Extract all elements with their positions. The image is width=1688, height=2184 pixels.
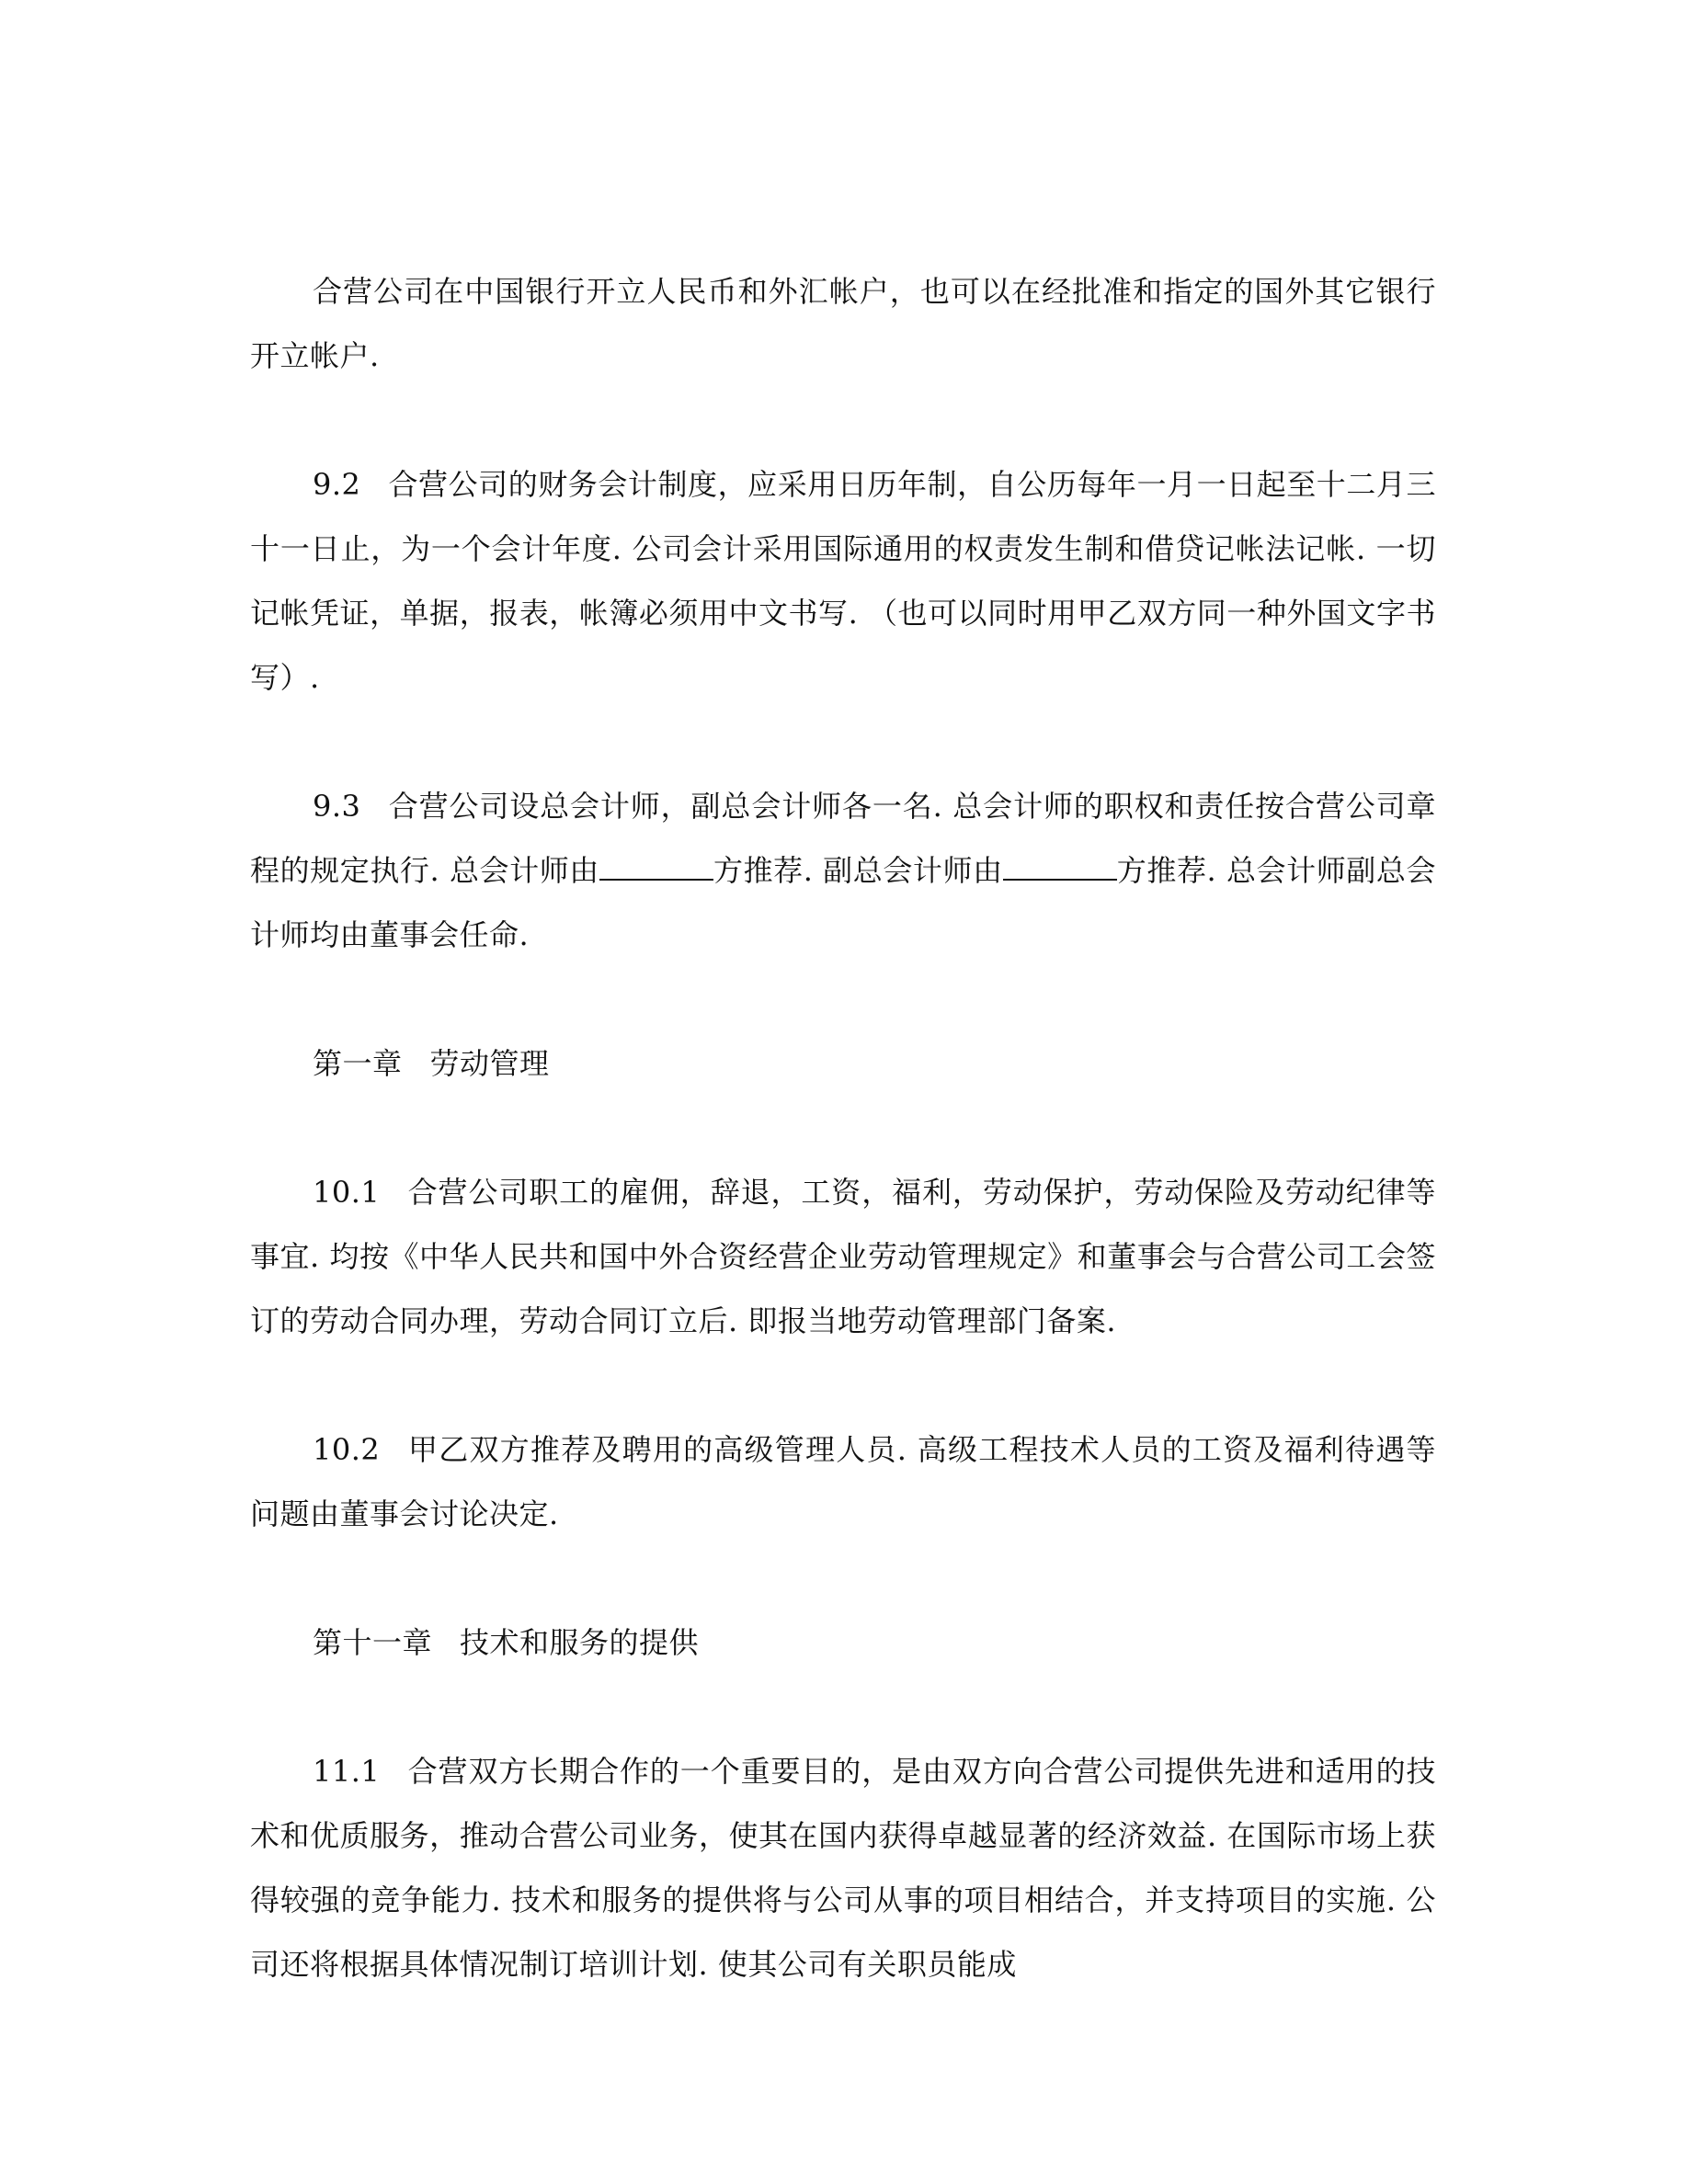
chapter-title: 技术和服务的提供: [460, 1625, 700, 1660]
paragraph-11-1: [250, 1739, 1436, 1996]
chapter-number: 第一章: [313, 1046, 403, 1081]
clause-number: 11.1: [313, 1754, 381, 1789]
chapter-heading-technology: [250, 1610, 1436, 1675]
chapter-heading-labor: [250, 1031, 1436, 1096]
chapter-number: 第十一章: [313, 1625, 433, 1660]
paragraph-text: 合营公司的财务会计制度，应采用日历年制，自公历每年一月一日起至十二月三十一日止，为一个会计年度. 公司会计采用国际通用的权责发生制和借贷记帐法记帐. 一切记帐凭证，单据，报表，帐簿必须用中文书写. （也可以同时用甲乙双方同一种外国文字书写）.: [250, 467, 1436, 695]
paragraph-text: 方推荐. 总会计师副总会计师均由董事会任命.: [250, 853, 1436, 952]
paragraph-10-1: [250, 1160, 1436, 1353]
paragraph-10-2: [250, 1417, 1436, 1546]
paragraph-text: 甲乙双方推荐及聘用的高级管理人员. 高级工程技术人员的工资及福利待遇等问题由董事会讨论决定.: [250, 1432, 1436, 1531]
paragraph-text: 方推荐. 副总会计师由: [713, 853, 1003, 888]
paragraph-text: 合营公司设总会计师，副总会计师各一名. 总会计师的职权和责任按合营公司章程的规定执行. 总会计师由: [250, 789, 1436, 888]
chapter-title: 劳动管理: [429, 1046, 550, 1081]
fill-in-blank: [599, 851, 713, 881]
paragraph-text: 合营双方长期合作的一个重要目的，是由双方向合营公司提供先进和适用的技术和优质服务，推动合营公司业务，使其在国内获得卓越显著的经济效益. 在国际市场上获得较强的竞争能力. 技术和服务的提供将与公司从事的项目相结合，并支持项目的实施. 公司还将根据具体情况制订培训计划. 使其公司有关职员能成: [250, 1754, 1436, 1982]
paragraph-text: 合营公司职工的雇佣，辞退，工资，福利，劳动保护，劳动保险及劳动纪律等事宜. 均按《中华人民共和国中外合资经营企业劳动管理规定》和董事会与合营公司工会签订的劳动合同办理，劳动合同订立后. 即报当地劳动管理部门备案.: [250, 1175, 1436, 1338]
paragraph-9-2: [250, 452, 1436, 710]
paragraph-text: 合营公司在中国银行开立人民币和外汇帐户，也可以在经批准和指定的国外其它银行开立帐户.: [250, 274, 1436, 373]
document-body: [250, 259, 1436, 2061]
clause-number: 10.1: [313, 1175, 381, 1210]
fill-in-blank: [1003, 851, 1117, 881]
paragraph-9-3: [250, 774, 1436, 967]
clause-number: 9.2: [313, 467, 361, 502]
paragraph-bank-accounts: [250, 259, 1436, 388]
clause-number: 9.3: [313, 789, 361, 824]
clause-number: 10.2: [313, 1432, 381, 1467]
